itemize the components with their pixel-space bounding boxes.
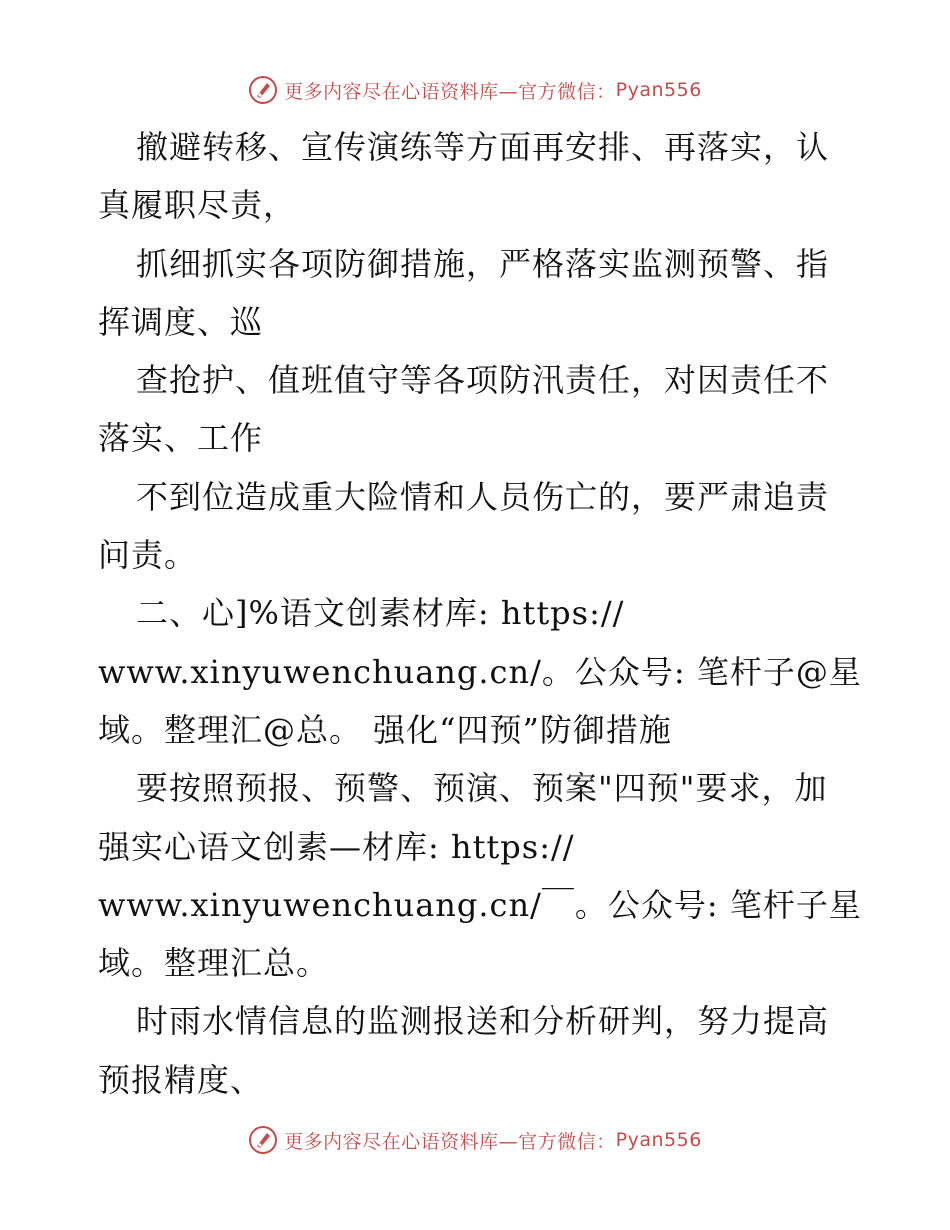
text-line: 二、心]%语文创素材库: https:// xyxy=(136,594,625,633)
text-line: 强实心语文创素—材库: https:// xyxy=(98,827,575,866)
text-line: 撤避转移、宣传演练等方面再安排、再落实，认 xyxy=(136,128,830,166)
text-line: 预报精度、 xyxy=(98,1060,264,1099)
document-body xyxy=(98,118,862,1109)
header-banner-text: 更多内容尽在心语资料库—官方微信： xyxy=(284,80,616,103)
header-wechat-id: Pyan556 xyxy=(615,79,702,101)
text-line: 时雨水情信息的监测报送和分析研判，努力提高 xyxy=(136,1002,830,1041)
text-line: 要按照预报、预警、预演、预案"四预"要求，加 xyxy=(136,769,828,808)
text-line: 不到位造成重大险情和人员伤亡的，要严肃追责 xyxy=(136,477,830,516)
text-line: 查抢护、值班值守等各项防汛责任，对因责任不 xyxy=(136,361,830,400)
text-line: 域。整理汇@总。 强化“四预”防御措施 xyxy=(98,710,672,749)
text-line: 域。整理汇总。 xyxy=(98,944,330,983)
header-banner xyxy=(0,72,950,108)
text-line: 挥调度、巡 xyxy=(98,302,264,341)
text-line: www.xinyuwenchuang.cn/￣。公众号: 笔杆子星 xyxy=(98,885,862,924)
text-line: www.xinyuwenchuang.cn/。公众号: 笔杆子@星 xyxy=(98,652,862,691)
footer-banner xyxy=(0,1122,950,1158)
pen-nib-logo-icon xyxy=(248,1125,278,1155)
text-line: 落实、工作 xyxy=(98,419,264,458)
footer-wechat-id: Pyan556 xyxy=(615,1129,702,1151)
text-line: 问责。 xyxy=(98,536,198,575)
pen-nib-logo-icon xyxy=(248,75,278,105)
footer-banner-text: 更多内容尽在心语资料库—官方微信： xyxy=(284,1130,616,1153)
text-line: 真履职尽责， xyxy=(98,186,297,225)
text-line: 抓细抓实各项防御措施，严格落实监测预警、指 xyxy=(136,244,830,283)
